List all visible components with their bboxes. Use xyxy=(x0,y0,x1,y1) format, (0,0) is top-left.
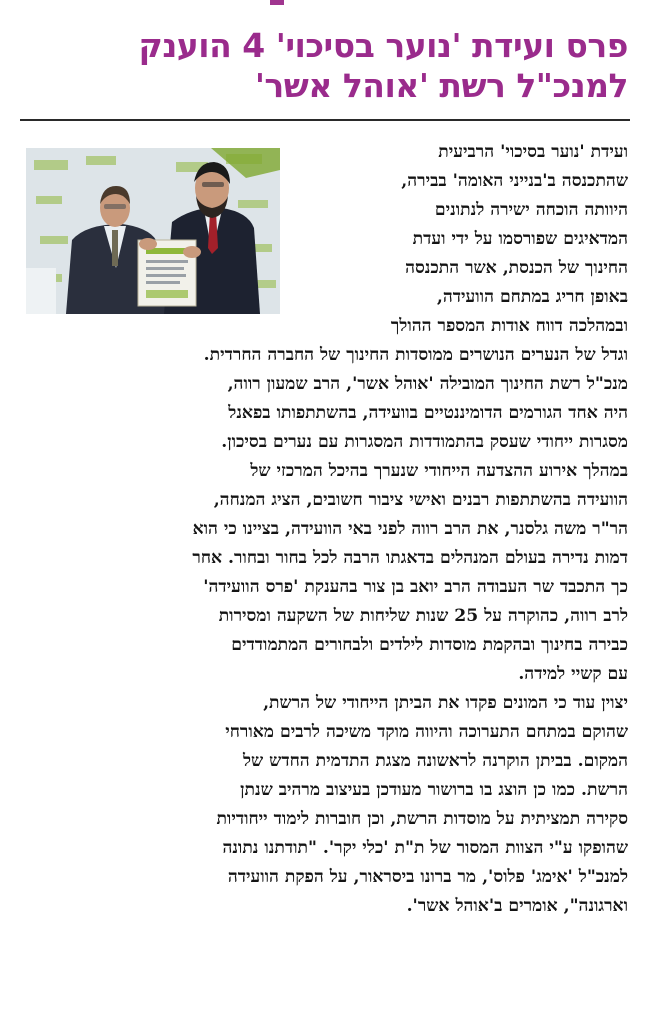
text-line: סקירה תמציתית על מוסדות הרשת, וכן חוברות לימוד ייחודיות xyxy=(216,809,628,829)
article-headline xyxy=(22,26,628,106)
text-line: באופן חריג במתחם הוועידה, xyxy=(436,287,628,307)
text-line: מנכ"ל רשת החינוך המובילה 'אוהל אשר', הרב שמעון רווה, xyxy=(227,374,628,394)
text-line: כך התכבד שר העבודה הרב יואב בן צור בהענקת 'פרס הוועידה' xyxy=(203,577,628,597)
text-line: הרשת. כמו כן הוצג בו ברושור מעודכן בעיצוב מרהיב שנתן xyxy=(240,780,628,800)
text-line: היה אחד הגורמים הדומיננטיים בוועידה, בהשתתפותו בפאנל xyxy=(228,403,628,423)
text-line: המקום. בביתן הוקרנה לראשונה מצגת התדמית החדש של xyxy=(242,751,628,771)
article-body xyxy=(22,138,628,921)
text-line: שהוקם במתחם התערוכה והיווה מוקד משיכה לרבים מאורחי xyxy=(225,722,628,742)
text-line: במהלך אירוע ההצדעה הייחודי שנערך בהיכל המרכזי של xyxy=(250,461,628,481)
text-line: וגדל של הנערים הנושרים ממוסדות החינוך של החברה החרדית. xyxy=(203,345,628,365)
text-line: החינוך של הכנסת, אשר התכנסה xyxy=(405,258,628,278)
text-line: ובמהלכה דווח אודות המספר ההולך xyxy=(390,316,628,336)
top-color-mark xyxy=(270,0,284,5)
headline-line-2: למנכ"ל רשת 'אוהל אשר' xyxy=(254,66,628,105)
text-line: וארגונה", אומרים ב'אוהל אשר'. xyxy=(406,896,628,916)
headline-divider xyxy=(20,119,630,121)
text-line: הוועידה בהשתתפות רבנים ואישי ציבור חשובים, הציג המנחה, xyxy=(213,490,628,510)
text-line: שהתכנסה ב'בנייני האומה' בבירה, xyxy=(401,171,628,191)
text-line: עם קשיי למידה. xyxy=(518,664,628,684)
headline-line-1: פרס ועידת 'נוער בסיכוי' 4 הוענק xyxy=(138,26,628,65)
text-line: כבירה בחינוך ובהקמת מוסדות לילדים ולבחורים המתמודדים xyxy=(231,635,628,655)
text-line: לרב רווה, כהוקרה על 25 שנות שליחות של השקעה ומסירות xyxy=(218,606,628,626)
text-line: דמות נדירה בעולם המנהלים בדאגתו הרבה לכל בחור ובחור. אחר xyxy=(192,548,628,568)
article-paragraph-2 xyxy=(22,457,628,689)
text-line: היוותה הוכחה ישירה לנתונים xyxy=(434,200,628,220)
photo-text-wrap-spacer xyxy=(22,138,284,334)
text-line: שהופקו ע"י הצוות המסור של ת"ת 'כלי יקר'. "תודתנו נתונה xyxy=(222,838,628,858)
text-line: המדאיגים שפורסמו על ידי ועדת xyxy=(412,229,628,249)
text-line: ועידת 'נוער בסיכוי' הרביעית xyxy=(438,142,628,162)
text-line: הר"ר משה גלסנר, את הרב רווה לפני באי הוועידה, בציינו כי הוא xyxy=(192,519,628,539)
text-line: למנכ"ל 'אימג' פלוס', מר ברונו ביסראור, על הפקת הוועידה xyxy=(227,867,628,887)
text-line: יצוין עוד כי המונים פקדו את הביתן הייחודי של הרשת, xyxy=(263,693,628,713)
article-paragraph-3 xyxy=(22,689,628,921)
text-line: מסגרות ייחודי שעסק בהתמודדות המסגרות עם נערים בסיכון. xyxy=(221,432,628,452)
